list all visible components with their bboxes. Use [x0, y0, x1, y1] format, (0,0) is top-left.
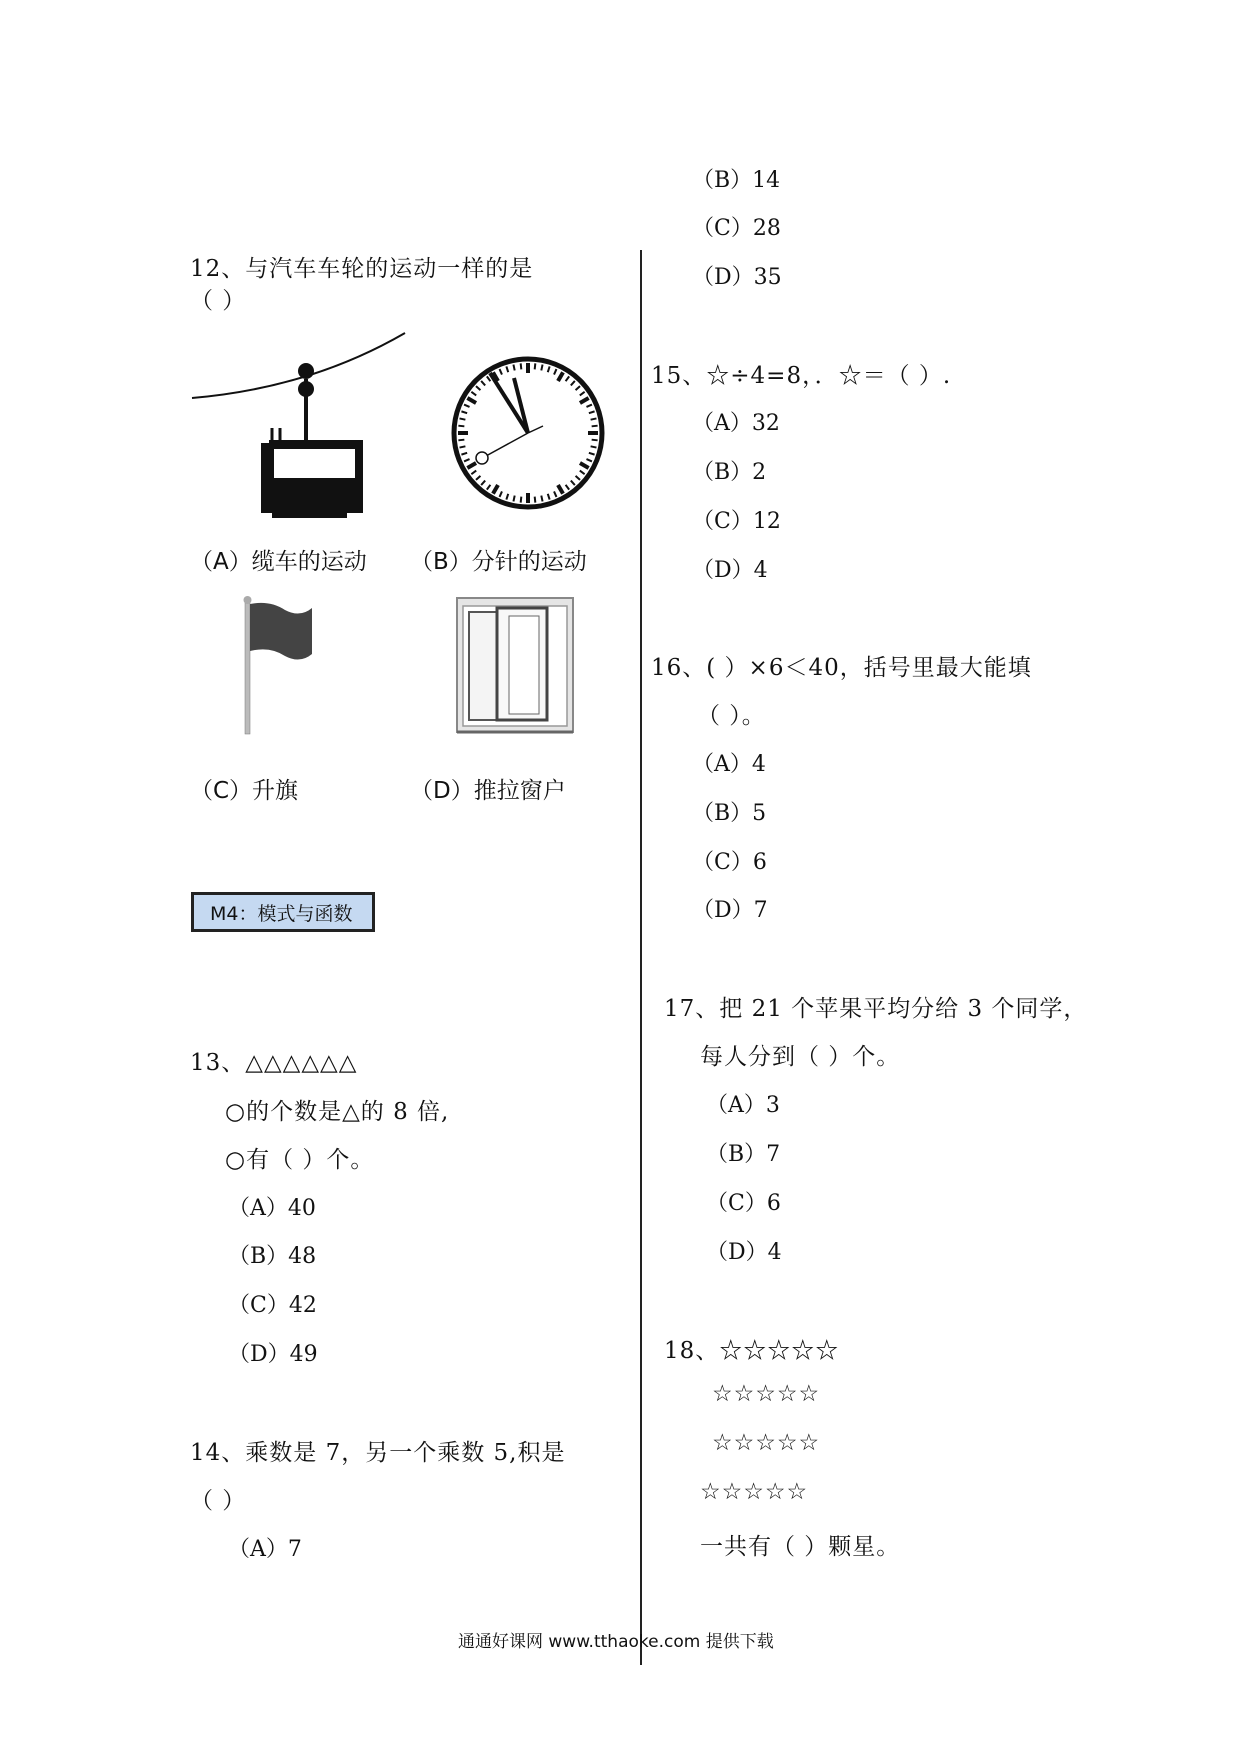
- flag-image: [240, 596, 320, 736]
- q12-caption-c: （C）升旗: [190, 778, 299, 804]
- q13-option-d: （D）49: [228, 1342, 318, 1367]
- q15-line1: 15、☆÷4=8，．☆＝（ ）.: [651, 363, 952, 389]
- q12-caption-b: （B）分针的运动: [410, 549, 587, 575]
- q13-option-a: （A）40: [228, 1196, 316, 1221]
- column-divider: [640, 250, 642, 1665]
- q17-line1: 17、把 21 个苹果平均分给 3 个同学，: [664, 996, 1088, 1022]
- q17-option-a: （A）3: [706, 1093, 780, 1118]
- section-label-m4: [191, 892, 375, 932]
- q14-option-d: （D）35: [692, 265, 782, 290]
- q13-line3: ○有（ ）个。: [225, 1147, 375, 1173]
- q15-option-a: （A）32: [692, 411, 780, 436]
- q12-text: 12、与汽车车轮的运动一样的是: [190, 256, 534, 282]
- clock-tick: [513, 496, 514, 502]
- clock-tick: [592, 440, 598, 441]
- footer-text: 通通好课网 www.tthaoke.com 提供下载: [458, 1632, 774, 1652]
- cable-car-image: [190, 328, 410, 518]
- clock-tick: [521, 497, 522, 503]
- q17-option-c: （C）6: [706, 1191, 781, 1216]
- q15-option-d: （D）4: [692, 558, 768, 583]
- q18-line4: ☆☆☆☆☆: [700, 1479, 809, 1505]
- q16-option-c: （C）6: [692, 850, 767, 875]
- q13-option-c: （C）42: [228, 1293, 317, 1318]
- q13-line1: 13、△△△△△△: [190, 1050, 358, 1076]
- q17-option-d: （D）4: [706, 1240, 782, 1265]
- q14-option-a: （A）7: [228, 1537, 302, 1562]
- q16-line2: （ ）。: [697, 703, 766, 729]
- section-label-text: M4：模式与函数: [210, 902, 353, 925]
- clock-tick: [458, 426, 464, 427]
- q14-line1: 14、乘数是 7，另一个乘数 5,积是: [190, 1440, 566, 1466]
- clock-tick: [591, 418, 597, 419]
- clock-tick: [541, 365, 542, 371]
- q15-option-b: （B）2: [692, 460, 767, 485]
- q17-option-b: （B）7: [706, 1142, 781, 1167]
- q16-line1: 16、( ）×6＜40，括号里最大能填: [651, 655, 1032, 681]
- q12-caption-d: （D）推拉窗户: [410, 778, 566, 804]
- q17-line2: 每人分到（ ）个。: [700, 1044, 901, 1070]
- clock-tick: [592, 426, 598, 427]
- q13-option-b: （B）48: [228, 1244, 317, 1269]
- clock-tick: [521, 363, 522, 369]
- q15-option-c: （C）12: [692, 509, 781, 534]
- q12-paren: （ ）: [190, 288, 247, 314]
- clock-tick: [460, 446, 466, 447]
- clock-tick: [513, 365, 514, 371]
- q14-option-b: （B）14: [692, 168, 781, 193]
- clock-tick: [458, 440, 464, 441]
- q16-option-d: （D）7: [692, 898, 768, 923]
- q13-line2: ○的个数是△的 8 倍,: [225, 1099, 450, 1125]
- q18-line1: 18、☆☆☆☆☆: [664, 1338, 840, 1364]
- clock-image: [448, 353, 608, 513]
- sliding-window-image: [455, 596, 575, 736]
- clock-tick: [460, 418, 466, 419]
- q14-line2: （ ）: [190, 1488, 247, 1514]
- q16-option-b: （B）5: [692, 801, 767, 826]
- q18-line3: ☆☆☆☆☆: [712, 1430, 821, 1456]
- q18-line2: ☆☆☆☆☆: [712, 1381, 821, 1407]
- q18-line5: 一共有（ ）颗星。: [700, 1534, 901, 1560]
- clock-tick: [535, 363, 536, 369]
- q16-option-a: （A）4: [692, 752, 766, 777]
- clock-tick: [541, 496, 542, 502]
- clock-tick: [535, 497, 536, 503]
- q14-option-c: （C）28: [692, 216, 781, 241]
- clock-tick: [591, 446, 597, 447]
- q12-caption-a: （A）缆车的运动: [190, 549, 367, 575]
